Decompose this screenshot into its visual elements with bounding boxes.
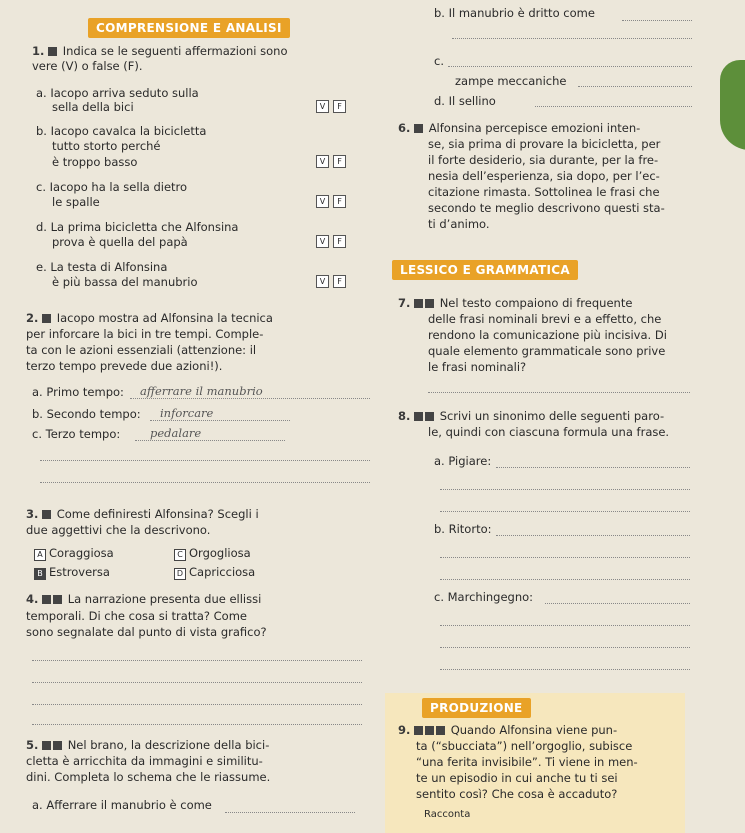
difficulty-square-icon	[42, 595, 51, 604]
ex8-a-answer-line[interactable]	[496, 467, 690, 468]
ex8-b-answer-line3[interactable]	[440, 579, 690, 580]
ex4-answer-line[interactable]	[32, 660, 362, 661]
option-text: Orgogliosa	[189, 546, 251, 560]
ex2-a-label: a. Primo tempo:	[32, 385, 124, 399]
difficulty-square-icon	[414, 299, 423, 308]
ex1-a-false-checkbox[interactable]: F	[333, 100, 346, 113]
ex2-c-answer[interactable]: pedalare	[150, 426, 202, 440]
ex1-item-b-line2: tutto storto perché	[52, 139, 161, 153]
ex5-text-line1: Nel brano, la descrizione della bici-	[67, 738, 270, 752]
ex8-c-label: c. Marchingegno:	[434, 590, 534, 604]
ex8-c-answer-line3[interactable]	[440, 647, 690, 648]
ex8-c-answer-line4[interactable]	[440, 669, 690, 670]
ex1-e-true-checkbox[interactable]: V	[316, 275, 329, 288]
ex9-text-line3: “una ferita invisibile”. Ti viene in men-	[416, 755, 638, 769]
difficulty-square-icon	[414, 726, 423, 735]
ex1-item-d-boxes	[316, 233, 350, 248]
ex4-number: 4.	[26, 592, 39, 606]
ex8-a-answer-line3[interactable]	[440, 511, 690, 512]
difficulty-square-icon	[42, 314, 51, 323]
ex1-item-e-line1: e. La testa di Alfonsina	[36, 260, 168, 274]
ex8-line1	[398, 409, 664, 423]
ex4-line1	[26, 592, 261, 606]
ex3-option-b[interactable]	[34, 565, 110, 580]
ex9-text-line4: te un episodio in cui anche tu ti sei	[416, 771, 618, 785]
ex7-answer-line[interactable]	[428, 392, 690, 393]
ex2-a-answer-line	[130, 398, 370, 399]
ex2-extra-line	[40, 460, 370, 461]
difficulty-square-icon	[42, 510, 51, 519]
section-banner-comprensione: COMPRENSIONE E ANALISI	[88, 18, 290, 38]
ex1-instruction-line1: Indica se le seguenti affermazioni sono	[62, 44, 288, 58]
ex2-text-line1: Iacopo mostra ad Alfonsina la tecnica	[56, 311, 273, 325]
ex1-item-c-boxes	[316, 193, 350, 208]
ex8-a-label: a. Pigiare:	[434, 454, 492, 468]
ex8-a-answer-line2[interactable]	[440, 489, 690, 490]
ex2-b-answer-line	[150, 420, 290, 421]
ex1-a-true-checkbox[interactable]: V	[316, 100, 329, 113]
ex1-item-a-line2: sella della bici	[52, 100, 134, 114]
right-item-c: c.	[434, 54, 444, 68]
difficulty-square-icon	[425, 412, 434, 421]
ex7-line1	[398, 296, 632, 310]
ex5-a-label: a. Afferrare il manubrio è come	[32, 798, 212, 812]
difficulty-square-icon	[414, 124, 423, 133]
ex3-text-line1: Come definiresti Alfonsina? Scegli i	[56, 507, 259, 521]
ex9-line1	[398, 723, 617, 737]
ex7-text-line4: quale elemento grammaticale sono prive	[428, 344, 666, 358]
difficulty-square-icon	[436, 726, 445, 735]
ex1-item-d-line2: prova è quella del papà	[52, 235, 188, 249]
ex4-text-line3: sono segnalate dal punto di vista grafico?	[26, 625, 267, 639]
ex1-e-false-checkbox[interactable]: F	[333, 275, 346, 288]
ex2-extra-line	[40, 482, 370, 483]
option-text: Coraggiosa	[49, 546, 114, 560]
ex2-number: 2.	[26, 311, 39, 325]
ex1-item-c-line1: c. Iacopo ha la sella dietro	[36, 180, 188, 194]
ex7-text-line5: le frasi nominali?	[428, 360, 527, 374]
ex6-text-line4: nesia dell’esperienza, sia dopo, per l’ec-	[428, 169, 660, 183]
ex1-c-true-checkbox[interactable]: V	[316, 195, 329, 208]
ex1-item-e-line2: è più bassa del manubrio	[52, 275, 198, 289]
section-banner-lessico: LESSICO E GRAMMATICA	[392, 260, 578, 280]
ex6-text-line2: se, sia prima di provare la bicicletta, per	[428, 137, 661, 151]
ex2-b-label: b. Secondo tempo:	[32, 407, 141, 421]
ex8-number: 8.	[398, 409, 411, 423]
ex1-heading	[32, 44, 288, 58]
ex1-d-true-checkbox[interactable]: V	[316, 235, 329, 248]
right-b-answer-line[interactable]	[622, 20, 692, 21]
ex6-text-line7: ti d’animo.	[428, 217, 490, 231]
difficulty-square-icon	[425, 299, 434, 308]
right-zampe-text: zampe meccaniche	[455, 74, 567, 88]
ex2-b-answer[interactable]: inforcare	[160, 406, 214, 420]
ex1-item-a-boxes	[316, 98, 350, 113]
ex5-text-line3: dini. Completa lo schema che le riassume.	[26, 770, 271, 784]
right-c-answer-line[interactable]	[448, 66, 692, 67]
ex4-text-line2: temporali. Di che cosa si tratta? Come	[26, 609, 247, 623]
difficulty-square-icon	[53, 741, 62, 750]
ex1-item-d-line1: d. La prima bicicletta che Alfonsina	[36, 220, 239, 234]
ex2-c-label: c. Terzo tempo:	[32, 427, 121, 441]
ex6-text-line1: Alfonsina percepisce emozioni inten-	[428, 121, 641, 135]
ex1-number: 1.	[32, 44, 45, 58]
difficulty-square-icon	[425, 726, 434, 735]
ex2-c-answer-line	[135, 440, 285, 441]
ex4-answer-line[interactable]	[32, 724, 362, 725]
ex6-text-line3: il forte desiderio, sia durante, per la fre-	[428, 153, 659, 167]
ex1-item-b-boxes	[316, 153, 350, 168]
section-banner-produzione: PRODUZIONE	[422, 698, 531, 718]
option-letter: D	[174, 568, 186, 580]
option-text: Estroversa	[49, 565, 110, 579]
ex9-text-line5: sentito così? Che cosa è accaduto?	[416, 787, 618, 801]
right-item-b: b. Il manubrio è dritto come	[434, 6, 595, 20]
ex2-text-line3: ta con le azioni essenziali (attenzione: il	[26, 343, 257, 357]
ex6-number: 6.	[398, 121, 411, 135]
ex7-text-line2: delle frasi nominali brevi e a effetto, che	[428, 312, 662, 326]
option-letter: B	[34, 568, 46, 580]
difficulty-square-icon	[48, 47, 57, 56]
ex5-text-line2: cletta è arricchita da immagini e similitu-	[26, 754, 263, 768]
ex1-item-a-line1: a. Iacopo arriva seduto sulla	[36, 86, 199, 100]
right-b-answer-line2[interactable]	[452, 38, 692, 39]
ex7-text-line3: rendono la comunicazione più incisiva. Di	[428, 328, 667, 342]
ex1-item-e-boxes	[316, 273, 350, 288]
ex2-text-line2: per inforcare la bici in tre tempi. Comple-	[26, 327, 264, 341]
ex3-option-c[interactable]	[174, 546, 251, 561]
ex3-option-d[interactable]	[174, 565, 255, 580]
ex6-text-line6: secondo te meglio descrivono questi sta-	[428, 201, 665, 215]
ex7-text-line1: Nel testo compaiono di frequente	[439, 296, 633, 310]
option-letter: A	[34, 549, 46, 561]
ex8-text-line1: Scrivi un sinonimo delle seguenti paro-	[439, 409, 665, 423]
difficulty-square-icon	[53, 595, 62, 604]
ex8-b-answer-line[interactable]	[496, 535, 690, 536]
ex4-text-line1: La narrazione presenta due ellissi	[67, 592, 262, 606]
ex2-line1	[26, 311, 273, 325]
ex1-d-false-checkbox[interactable]: F	[333, 235, 346, 248]
ex8-c-answer-line2[interactable]	[440, 625, 690, 626]
ex3-text-line2: due aggettivi che la descrivono.	[26, 523, 211, 537]
option-letter: C	[174, 549, 186, 561]
ex4-answer-line[interactable]	[32, 704, 362, 705]
ex3-line1	[26, 507, 259, 521]
ex9-text-line1: Quando Alfonsina viene pun-	[450, 723, 618, 737]
ex1-item-c-line2: le spalle	[52, 195, 100, 209]
ex8-c-answer-line[interactable]	[545, 603, 690, 604]
ex2-text-line4: terzo tempo prevede due azioni!).	[26, 359, 223, 373]
difficulty-square-icon	[42, 741, 51, 750]
ex9-text-line2: ta (“sbucciata”) nell’orgoglio, subisce	[416, 739, 633, 753]
ex1-instruction-line2: vere (V) o false (F).	[32, 59, 143, 73]
ex4-answer-line[interactable]	[32, 682, 362, 683]
ex7-number: 7.	[398, 296, 411, 310]
ex5-line1	[26, 738, 269, 752]
ex9-number: 9.	[398, 723, 411, 737]
ex3-number: 3.	[26, 507, 39, 521]
ex9-text-line6: Racconta	[424, 809, 471, 820]
ex5-a-answer-line[interactable]	[225, 812, 355, 813]
ex3-option-a[interactable]	[34, 546, 114, 561]
ex8-text-line2: le, quindi con ciascuna formula una frase.	[428, 425, 670, 439]
ex1-item-b-line1: b. Iacopo cavalca la bicicletta	[36, 124, 207, 138]
ex1-item-b-line3: è troppo basso	[52, 155, 138, 169]
ex8-b-answer-line2[interactable]	[440, 557, 690, 558]
ex6-text-line5: citazione rimasta. Sottolinea le frasi che	[428, 185, 660, 199]
margin-decoration	[720, 60, 745, 150]
right-zampe-line[interactable]	[578, 86, 692, 87]
difficulty-square-icon	[414, 412, 423, 421]
option-text: Capricciosa	[189, 565, 256, 579]
ex1-c-false-checkbox[interactable]: F	[333, 195, 346, 208]
ex1-b-false-checkbox[interactable]: F	[333, 155, 346, 168]
ex1-b-true-checkbox[interactable]: V	[316, 155, 329, 168]
right-d-answer-line[interactable]	[535, 106, 692, 107]
ex2-a-answer[interactable]: afferrare il manubrio	[140, 384, 263, 398]
right-item-d: d. Il sellino	[434, 94, 496, 108]
ex8-b-label: b. Ritorto:	[434, 522, 492, 536]
ex5-number: 5.	[26, 738, 39, 752]
ex6-line1	[398, 121, 640, 135]
